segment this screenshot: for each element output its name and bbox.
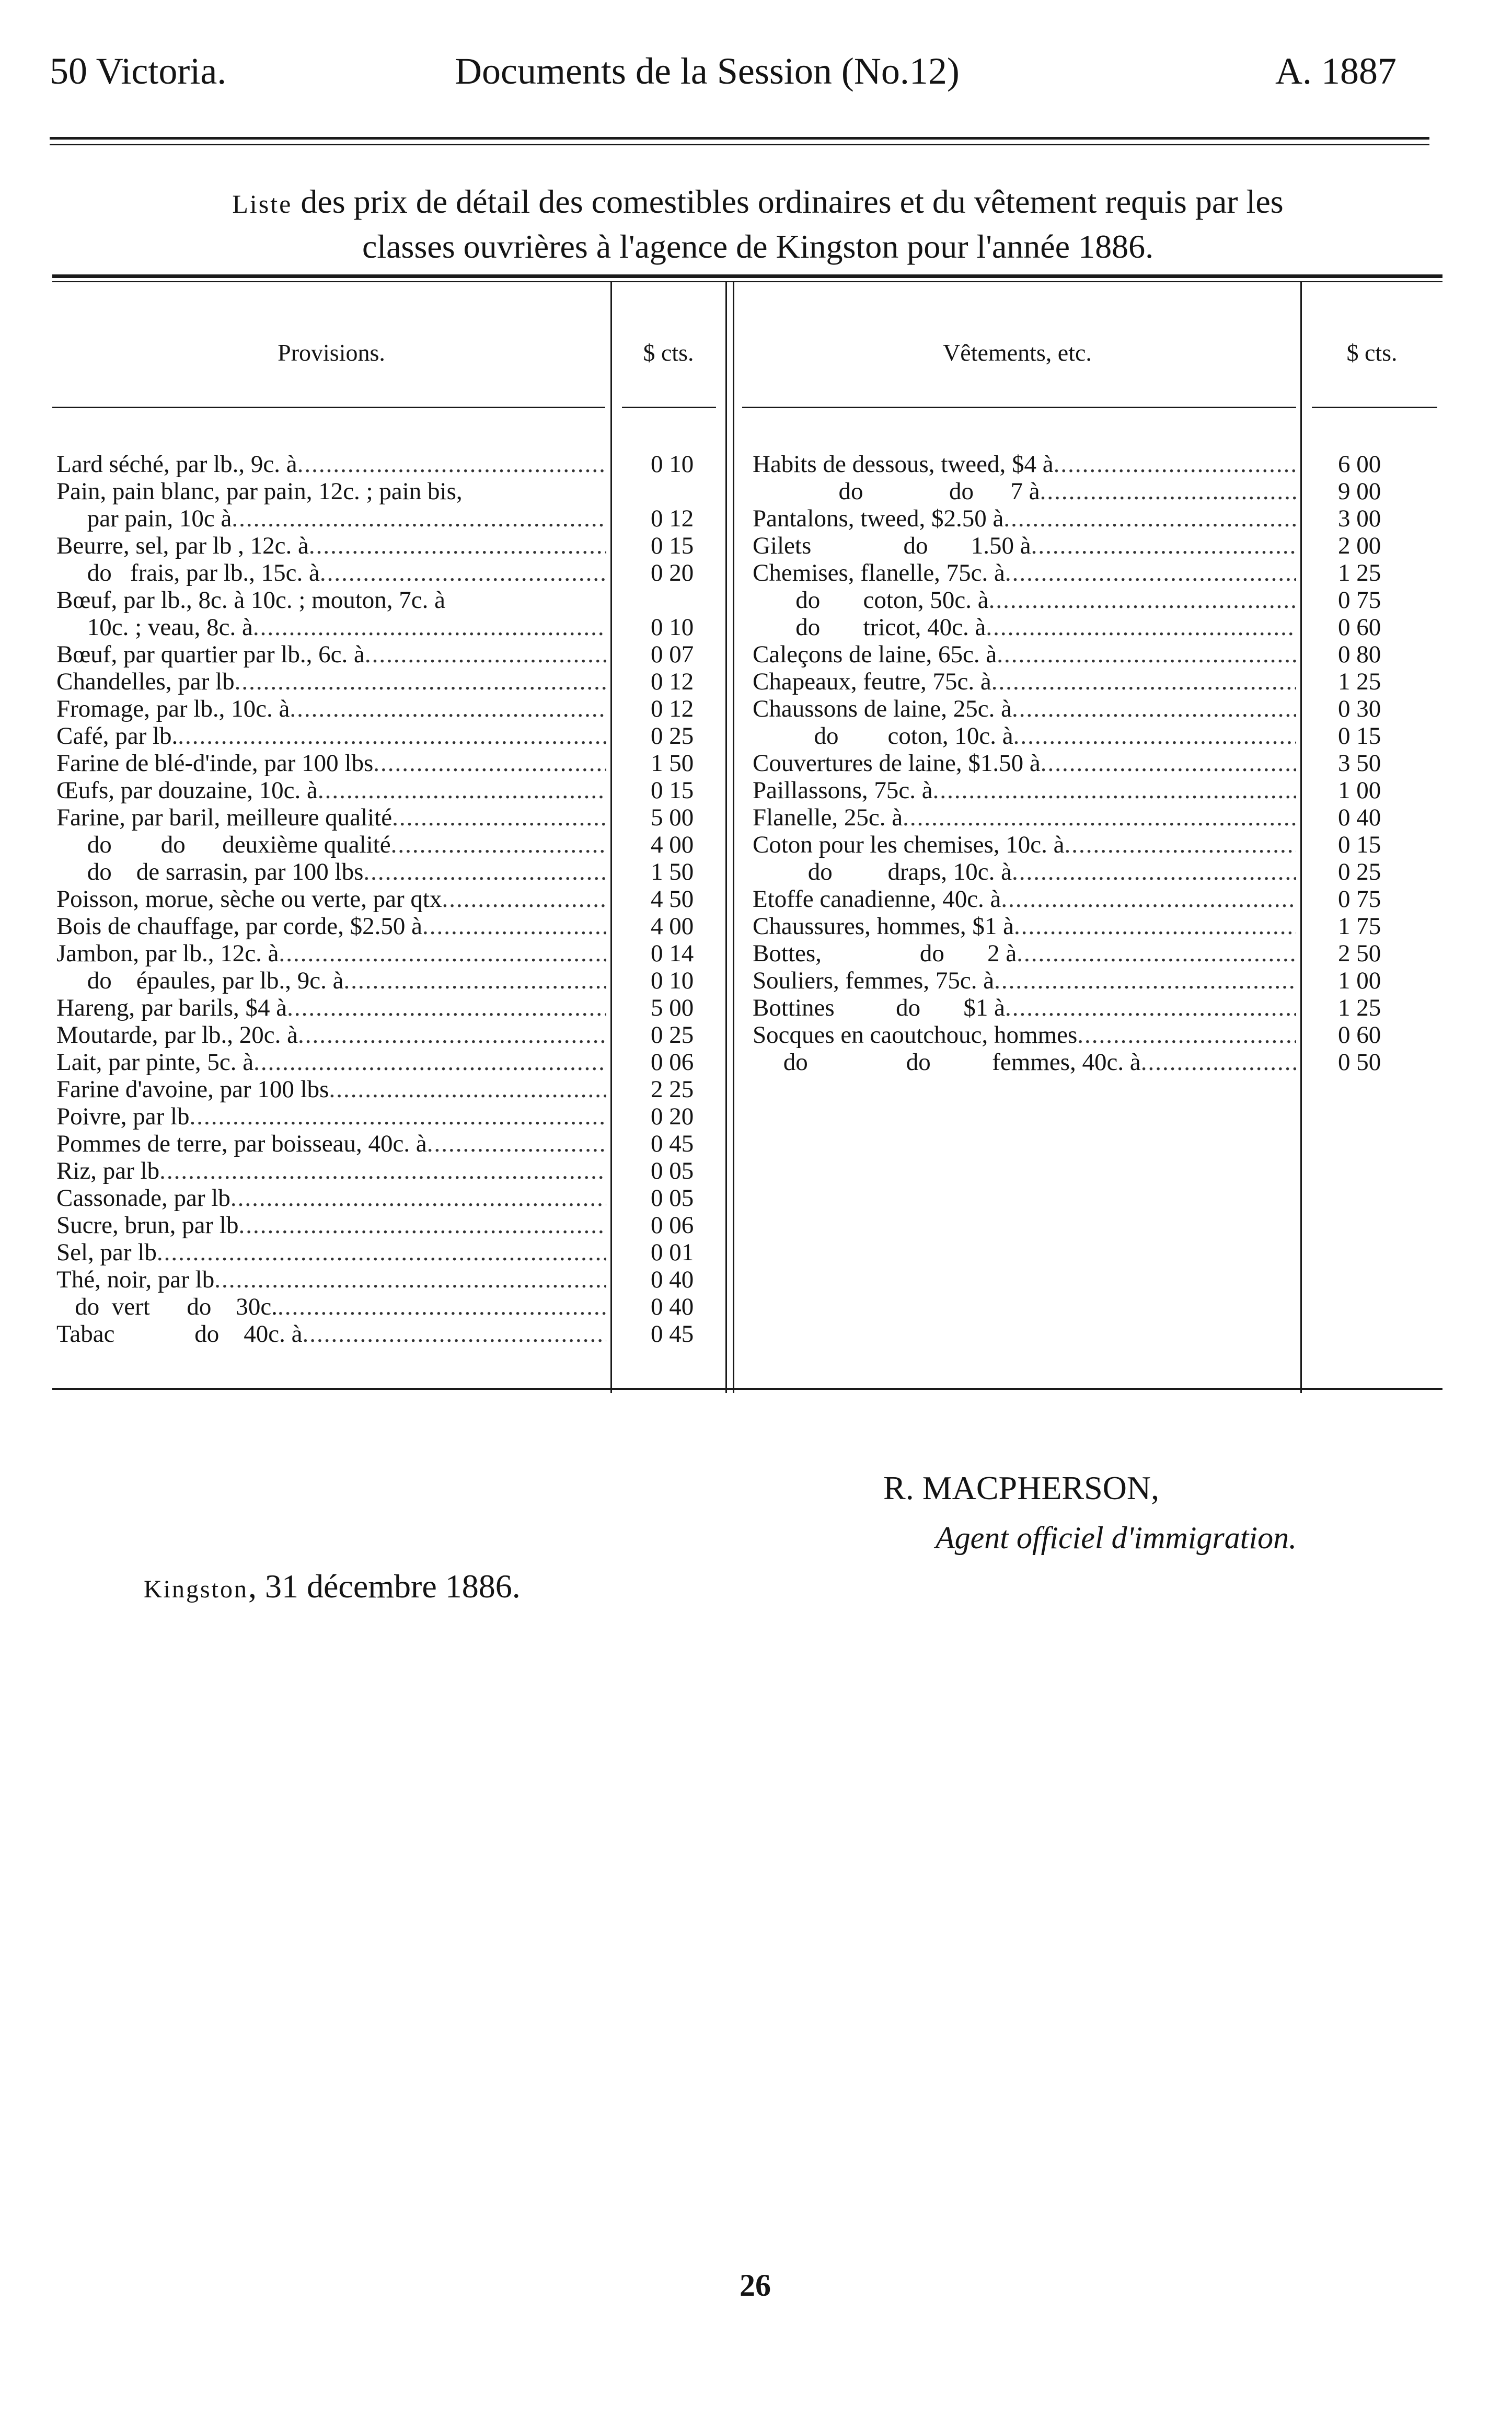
clothing-item-label: Chemises, flanelle, 75c. à: [753, 559, 1005, 586]
provisions-item-amount: 0 06: [651, 1212, 694, 1239]
provisions-row: [56, 586, 606, 614]
leader-dots: [991, 668, 1296, 695]
provisions-item-label: Lait, par pinte, 5c. à: [56, 1049, 254, 1076]
leader-dots: [178, 722, 606, 750]
clothing-amount-underline: [1312, 407, 1437, 408]
provisions-item-amount: 1 50: [651, 858, 694, 885]
clothing-item-label: do coton, 50c. à: [753, 586, 989, 614]
clothing-row: [753, 750, 1296, 777]
clothing-item-label: Chaussures, hommes, $1 à: [753, 913, 1014, 940]
signatory-name: R. MACPHERSON,: [883, 1469, 1160, 1506]
provisions-item-amount: 0 15: [651, 532, 694, 559]
provisions-row: [56, 1049, 606, 1076]
provisions-item-label: Pommes de terre, par boisseau, 40c. à: [56, 1130, 427, 1157]
leader-dots: [1005, 994, 1296, 1021]
provisions-row: [56, 804, 606, 831]
clothing-item-label: Souliers, femmes, 75c. à: [753, 967, 995, 994]
leader-dots: [1077, 1021, 1296, 1049]
provisions-item-label: Lard séché, par lb., 9c. à: [56, 451, 297, 478]
provisions-item-label: do épaules, par lb., 9c. à: [56, 967, 344, 994]
leader-dots: [238, 1212, 606, 1239]
provisions-row: [56, 641, 606, 668]
leader-dots: [392, 804, 606, 831]
leader-dots: [933, 777, 1296, 804]
clothing-row: [753, 478, 1296, 505]
clothing-item-label: do do 7 à: [753, 478, 1040, 505]
header-year: A. 1887: [1275, 50, 1396, 92]
leader-dots: [329, 1076, 606, 1103]
provisions-row: [56, 967, 606, 994]
leader-dots: [365, 641, 606, 668]
provisions-item-amount: 0 06: [651, 1049, 694, 1076]
provisions-item-label: 10c. ; veau, 8c. à: [56, 614, 253, 641]
leader-dots: [1041, 750, 1296, 777]
clothing-item-label: Socques en caoutchouc, hommes: [753, 1021, 1078, 1049]
provisions-item-label: Bœuf, par lb., 8c. à 10c. ; mouton, 7c. à: [56, 586, 445, 614]
provisions-item-amount: 0 12: [651, 668, 694, 695]
provisions-row: [56, 1021, 606, 1049]
clothing-item-amount: 0 15: [1338, 722, 1381, 750]
clothing-item-label: Gilets do 1.50 à: [753, 532, 1031, 559]
clothing-item-amount: 0 60: [1338, 1021, 1381, 1049]
provisions-item-label: Jambon, par lb., 12c. à: [56, 940, 279, 967]
clothing-item-amount: 3 50: [1338, 750, 1381, 777]
leader-dots: [994, 967, 1296, 994]
clothing-row: [753, 559, 1296, 586]
provisions-item-amount: 0 45: [651, 1130, 694, 1157]
clothing-item-label: do tricot, 40c. à: [753, 614, 986, 641]
provisions-item-label: do frais, par lb., 15c. à: [56, 559, 320, 586]
title-line-1: [47, 180, 1469, 225]
leader-dots: [1017, 940, 1296, 967]
provisions-item-amount: 0 15: [651, 777, 694, 804]
provisions-item-label: par pain, 10c à: [56, 505, 232, 532]
provisions-row: [56, 478, 606, 505]
provisions-item-label: Riz, par lb: [56, 1157, 160, 1184]
leader-dots: [235, 668, 606, 695]
clothing-item-label: Flanelle, 25c. à: [753, 804, 903, 831]
clothing-row: [753, 668, 1296, 695]
provisions-item-amount: 4 50: [651, 885, 694, 913]
leader-dots: [309, 532, 606, 559]
provisions-item-label: Poivre, par lb: [56, 1103, 190, 1130]
leader-dots: [1012, 695, 1296, 722]
provisions-item-amount: 0 12: [651, 695, 694, 722]
provisions-item-label: Thé, noir, par lb: [56, 1266, 215, 1293]
clothing-item-label: Chaussons de laine, 25c. à: [753, 695, 1012, 722]
provisions-row: [56, 858, 606, 885]
clothing-row: [753, 695, 1296, 722]
clothing-row: [753, 1049, 1296, 1076]
provisions-row: [56, 1130, 606, 1157]
provisions-item-label: Cassonade, par lb: [56, 1184, 230, 1212]
provisions-amounts: [651, 451, 694, 1348]
provisions-row: [56, 668, 606, 695]
provisions-row: [56, 940, 606, 967]
provisions-item-amount: [651, 478, 694, 505]
provisions-row: [56, 750, 606, 777]
clothing-item-label: Coton pour les chemises, 10c. à: [753, 831, 1065, 858]
provisions-row: [56, 1076, 606, 1103]
leader-dots: [318, 777, 606, 804]
provisions-item-amount: 0 40: [651, 1266, 694, 1293]
column-divider-clothing: [1300, 282, 1302, 1393]
leader-dots: [190, 1103, 606, 1130]
provisions-item-amount: 0 20: [651, 559, 694, 586]
clothing-item-amount: 2 00: [1338, 532, 1381, 559]
leader-dots: [422, 913, 606, 940]
clothing-item-label: Pantalons, tweed, $2.50 à: [753, 505, 1004, 532]
clothing-item-label: Chapeaux, feutre, 75c. à: [753, 668, 991, 695]
clothing-row: [753, 913, 1296, 940]
provisions-item-amount: 4 00: [651, 913, 694, 940]
clothing-row: [753, 967, 1296, 994]
leader-dots: [1003, 505, 1296, 532]
leader-dots: [1013, 722, 1296, 750]
header-rule-top: [50, 137, 1429, 140]
provisions-item-amount: 0 07: [651, 641, 694, 668]
provisions-item-amount: 0 14: [651, 940, 694, 967]
provisions-item-label: Œufs, par douzaine, 10c. à: [56, 777, 318, 804]
provisions-row: [56, 505, 606, 532]
header-rule-bottom: [50, 144, 1429, 145]
provisions-item-amount: 2 25: [651, 1076, 694, 1103]
clothing-item-label: do coton, 10c. à: [753, 722, 1013, 750]
provisions-amount-header: $ cts.: [643, 339, 694, 366]
provisions-item-label: Farine, par baril, meilleure qualité: [56, 804, 393, 831]
provisions-item-label: do do deuxième qualité: [56, 831, 391, 858]
clothing-item-amount: 1 00: [1338, 777, 1381, 804]
provisions-item-amount: 0 01: [651, 1239, 694, 1266]
clothing-item-amount: 0 25: [1338, 858, 1381, 885]
clothing-row: [753, 586, 1296, 614]
column-divider-middle-2: [733, 282, 734, 1393]
clothing-row: [753, 451, 1296, 478]
provisions-item-amount: 0 20: [651, 1103, 694, 1130]
provisions-row: [56, 913, 606, 940]
clothing-column-header: Vêtements, etc.: [943, 339, 1092, 366]
clothing-item-amount: 0 75: [1338, 586, 1381, 614]
clothing-item-amount: 0 75: [1338, 885, 1381, 913]
provisions-row: [56, 1266, 606, 1293]
provisions-row: [56, 1103, 606, 1130]
provisions-item-amount: 5 00: [651, 994, 694, 1021]
clothing-item-label: do draps, 10c. à: [753, 858, 1012, 885]
clothing-item-amount: 1 75: [1338, 913, 1381, 940]
provisions-item-amount: 0 25: [651, 1021, 694, 1049]
provisions-item-label: Beurre, sel, par lb , 12c. à: [56, 532, 309, 559]
leader-dots: [159, 1157, 606, 1184]
leader-dots: [232, 505, 606, 532]
provisions-row: [56, 1184, 606, 1212]
leader-dots: [1141, 1049, 1296, 1076]
clothing-item-amount: 0 60: [1338, 614, 1381, 641]
leader-dots: [391, 831, 606, 858]
provisions-item-label: Fromage, par lb., 10c. à: [56, 695, 290, 722]
provisions-amount-underline: [622, 407, 716, 408]
provisions-item-amount: 0 10: [651, 614, 694, 641]
provisions-row: [56, 559, 606, 586]
clothing-amounts: [1338, 451, 1381, 1076]
clothing-item-amount: 0 40: [1338, 804, 1381, 831]
clothing-row: [753, 804, 1296, 831]
provisions-item-amount: 0 25: [651, 722, 694, 750]
leader-dots: [253, 614, 606, 641]
provisions-item-label: Bœuf, par quartier par lb., 6c. à: [56, 641, 365, 668]
clothing-row: [753, 1021, 1296, 1049]
document-title: [47, 180, 1469, 268]
provisions-row: [56, 994, 606, 1021]
clothing-row: [753, 858, 1296, 885]
provisions-row: [56, 722, 606, 750]
provisions-item-label: Chandelles, par lb: [56, 668, 235, 695]
clothing-row: [753, 532, 1296, 559]
provisions-item-amount: 0 10: [651, 451, 694, 478]
leader-dots: [1054, 451, 1296, 478]
table-top-rule-thin: [52, 281, 1442, 282]
clothing-item-amount: 3 00: [1338, 505, 1381, 532]
clothing-item-label: Bottes, do 2 à: [753, 940, 1017, 967]
provisions-item-amount: [651, 586, 694, 614]
clothing-header-underline: [742, 407, 1296, 408]
clothing-item-label: Etoffe canadienne, 40c. à: [753, 885, 1001, 913]
leader-dots: [157, 1239, 606, 1266]
provisions-row: [56, 1320, 606, 1348]
clothing-item-amount: 1 25: [1338, 994, 1381, 1021]
signatory-role: Agent officiel d'immigration.: [936, 1521, 1297, 1555]
leader-dots: [1031, 532, 1296, 559]
clothing-list: [753, 451, 1296, 1076]
clothing-row: [753, 885, 1296, 913]
clothing-item-label: Bottines do $1 à: [753, 994, 1006, 1021]
provisions-item-amount: 1 50: [651, 750, 694, 777]
clothing-item-amount: 0 50: [1338, 1049, 1381, 1076]
leader-dots: [298, 1021, 606, 1049]
provisions-item-label: Farine d'avoine, par 100 lbs: [56, 1076, 329, 1103]
leader-dots: [297, 451, 606, 478]
clothing-row: [753, 940, 1296, 967]
clothing-row: [753, 505, 1296, 532]
header-document-title: Documents de la Session (No.12): [455, 50, 960, 92]
provisions-row: [56, 532, 606, 559]
clothing-item-label: Caleçons de laine, 65c. à: [753, 641, 997, 668]
clothing-amount-header: $ cts.: [1346, 339, 1398, 366]
provisions-item-amount: 0 05: [651, 1157, 694, 1184]
provisions-header-underline: [52, 407, 605, 408]
leader-dots: [214, 1266, 606, 1293]
clothing-item-amount: 0 15: [1338, 831, 1381, 858]
provisions-item-label: Farine de blé-d'inde, par 100 lbs: [56, 750, 374, 777]
title-line-1-text: des prix de détail des comestibles ordinaires et du vêtement requis par les: [292, 183, 1284, 220]
provisions-item-label: Moutarde, par lb., 20c. à: [56, 1021, 298, 1049]
clothing-row: [753, 777, 1296, 804]
leader-dots: [230, 1184, 606, 1212]
leader-dots: [253, 1049, 606, 1076]
clothing-item-label: Habits de dessous, tweed, $4 à: [753, 451, 1054, 478]
clothing-item-amount: 0 30: [1338, 695, 1381, 722]
clothing-item-amount: 1 00: [1338, 967, 1381, 994]
clothing-item-amount: 0 80: [1338, 641, 1381, 668]
leader-dots: [343, 967, 606, 994]
clothing-item-amount: 2 50: [1338, 940, 1381, 967]
leader-dots: [427, 1130, 606, 1157]
place-and-date: [144, 1567, 521, 1606]
provisions-column-header: Provisions.: [278, 339, 385, 366]
leader-dots: [320, 559, 606, 586]
clothing-row: [753, 722, 1296, 750]
provisions-row: [56, 1293, 606, 1320]
table-bottom-rule: [52, 1388, 1442, 1390]
leader-dots: [279, 940, 606, 967]
date-text: , 31 décembre 1886.: [248, 1568, 521, 1605]
clothing-row: [753, 614, 1296, 641]
table-top-rule: [52, 274, 1442, 278]
provisions-item-amount: 0 45: [651, 1320, 694, 1348]
provisions-list: [56, 451, 606, 1348]
provisions-row: [56, 614, 606, 641]
provisions-row: [56, 885, 606, 913]
page-number: 26: [740, 2268, 771, 2303]
clothing-item-label: do do femmes, 40c. à: [753, 1049, 1141, 1076]
column-divider-provisions: [610, 282, 612, 1393]
title-smallcaps: Liste: [232, 189, 293, 218]
title-line-2: classes ouvrières à l'agence de Kingston pour l'année 1886.: [362, 228, 1154, 265]
leader-dots: [997, 641, 1296, 668]
leader-dots: [1040, 478, 1296, 505]
provisions-item-amount: 0 12: [651, 505, 694, 532]
clothing-item-amount: 1 25: [1338, 559, 1381, 586]
leader-dots: [1001, 885, 1296, 913]
provisions-item-label: Tabac do 40c. à: [56, 1320, 303, 1348]
leader-dots: [1005, 559, 1296, 586]
leader-dots: [442, 885, 606, 913]
place-name: Kingston: [144, 1575, 249, 1603]
leader-dots: [1012, 858, 1296, 885]
provisions-item-amount: 4 00: [651, 831, 694, 858]
column-divider-middle-1: [725, 282, 727, 1393]
provisions-row: [56, 777, 606, 804]
leader-dots: [1065, 831, 1296, 858]
clothing-row: [753, 994, 1296, 1021]
leader-dots: [989, 586, 1296, 614]
clothing-item-amount: 1 25: [1338, 668, 1381, 695]
provisions-row: [56, 1157, 606, 1184]
provisions-row: [56, 1239, 606, 1266]
provisions-item-amount: 0 10: [651, 967, 694, 994]
header-session-year: 50 Victoria.: [50, 50, 227, 92]
provisions-item-label: Bois de chauffage, par corde, $2.50 à: [56, 913, 422, 940]
provisions-item-amount: 0 05: [651, 1184, 694, 1212]
clothing-item-amount: 9 00: [1338, 478, 1381, 505]
clothing-item-label: Paillassons, 75c. à: [753, 777, 933, 804]
provisions-item-label: do vert do 30c.: [56, 1293, 278, 1320]
provisions-item-label: Sel, par lb: [56, 1239, 157, 1266]
provisions-item-label: Poisson, morue, sèche ou verte, par qtx: [56, 885, 442, 913]
provisions-item-amount: 5 00: [651, 804, 694, 831]
provisions-item-amount: 0 40: [651, 1293, 694, 1320]
provisions-item-label: Pain, pain blanc, par pain, 12c. ; pain bis,: [56, 478, 463, 505]
leader-dots: [278, 1293, 606, 1320]
provisions-row: [56, 1212, 606, 1239]
provisions-item-label: Sucre, brun, par lb: [56, 1212, 239, 1239]
clothing-row: [753, 831, 1296, 858]
leader-dots: [363, 858, 606, 885]
clothing-item-label: Couvertures de laine, $1.50 à: [753, 750, 1041, 777]
leader-dots: [373, 750, 606, 777]
provisions-item-label: do de sarrasin, par 100 lbs: [56, 858, 364, 885]
provisions-item-label: Café, par lb.: [56, 722, 178, 750]
clothing-item-amount: 6 00: [1338, 451, 1381, 478]
provisions-row: [56, 831, 606, 858]
leader-dots: [1014, 913, 1296, 940]
leader-dots: [290, 695, 606, 722]
leader-dots: [302, 1320, 606, 1348]
leader-dots: [903, 804, 1296, 831]
provisions-row: [56, 451, 606, 478]
clothing-row: [753, 641, 1296, 668]
provisions-row: [56, 695, 606, 722]
leader-dots: [287, 994, 606, 1021]
provisions-item-label: Hareng, par barils, $4 à: [56, 994, 287, 1021]
leader-dots: [986, 614, 1296, 641]
